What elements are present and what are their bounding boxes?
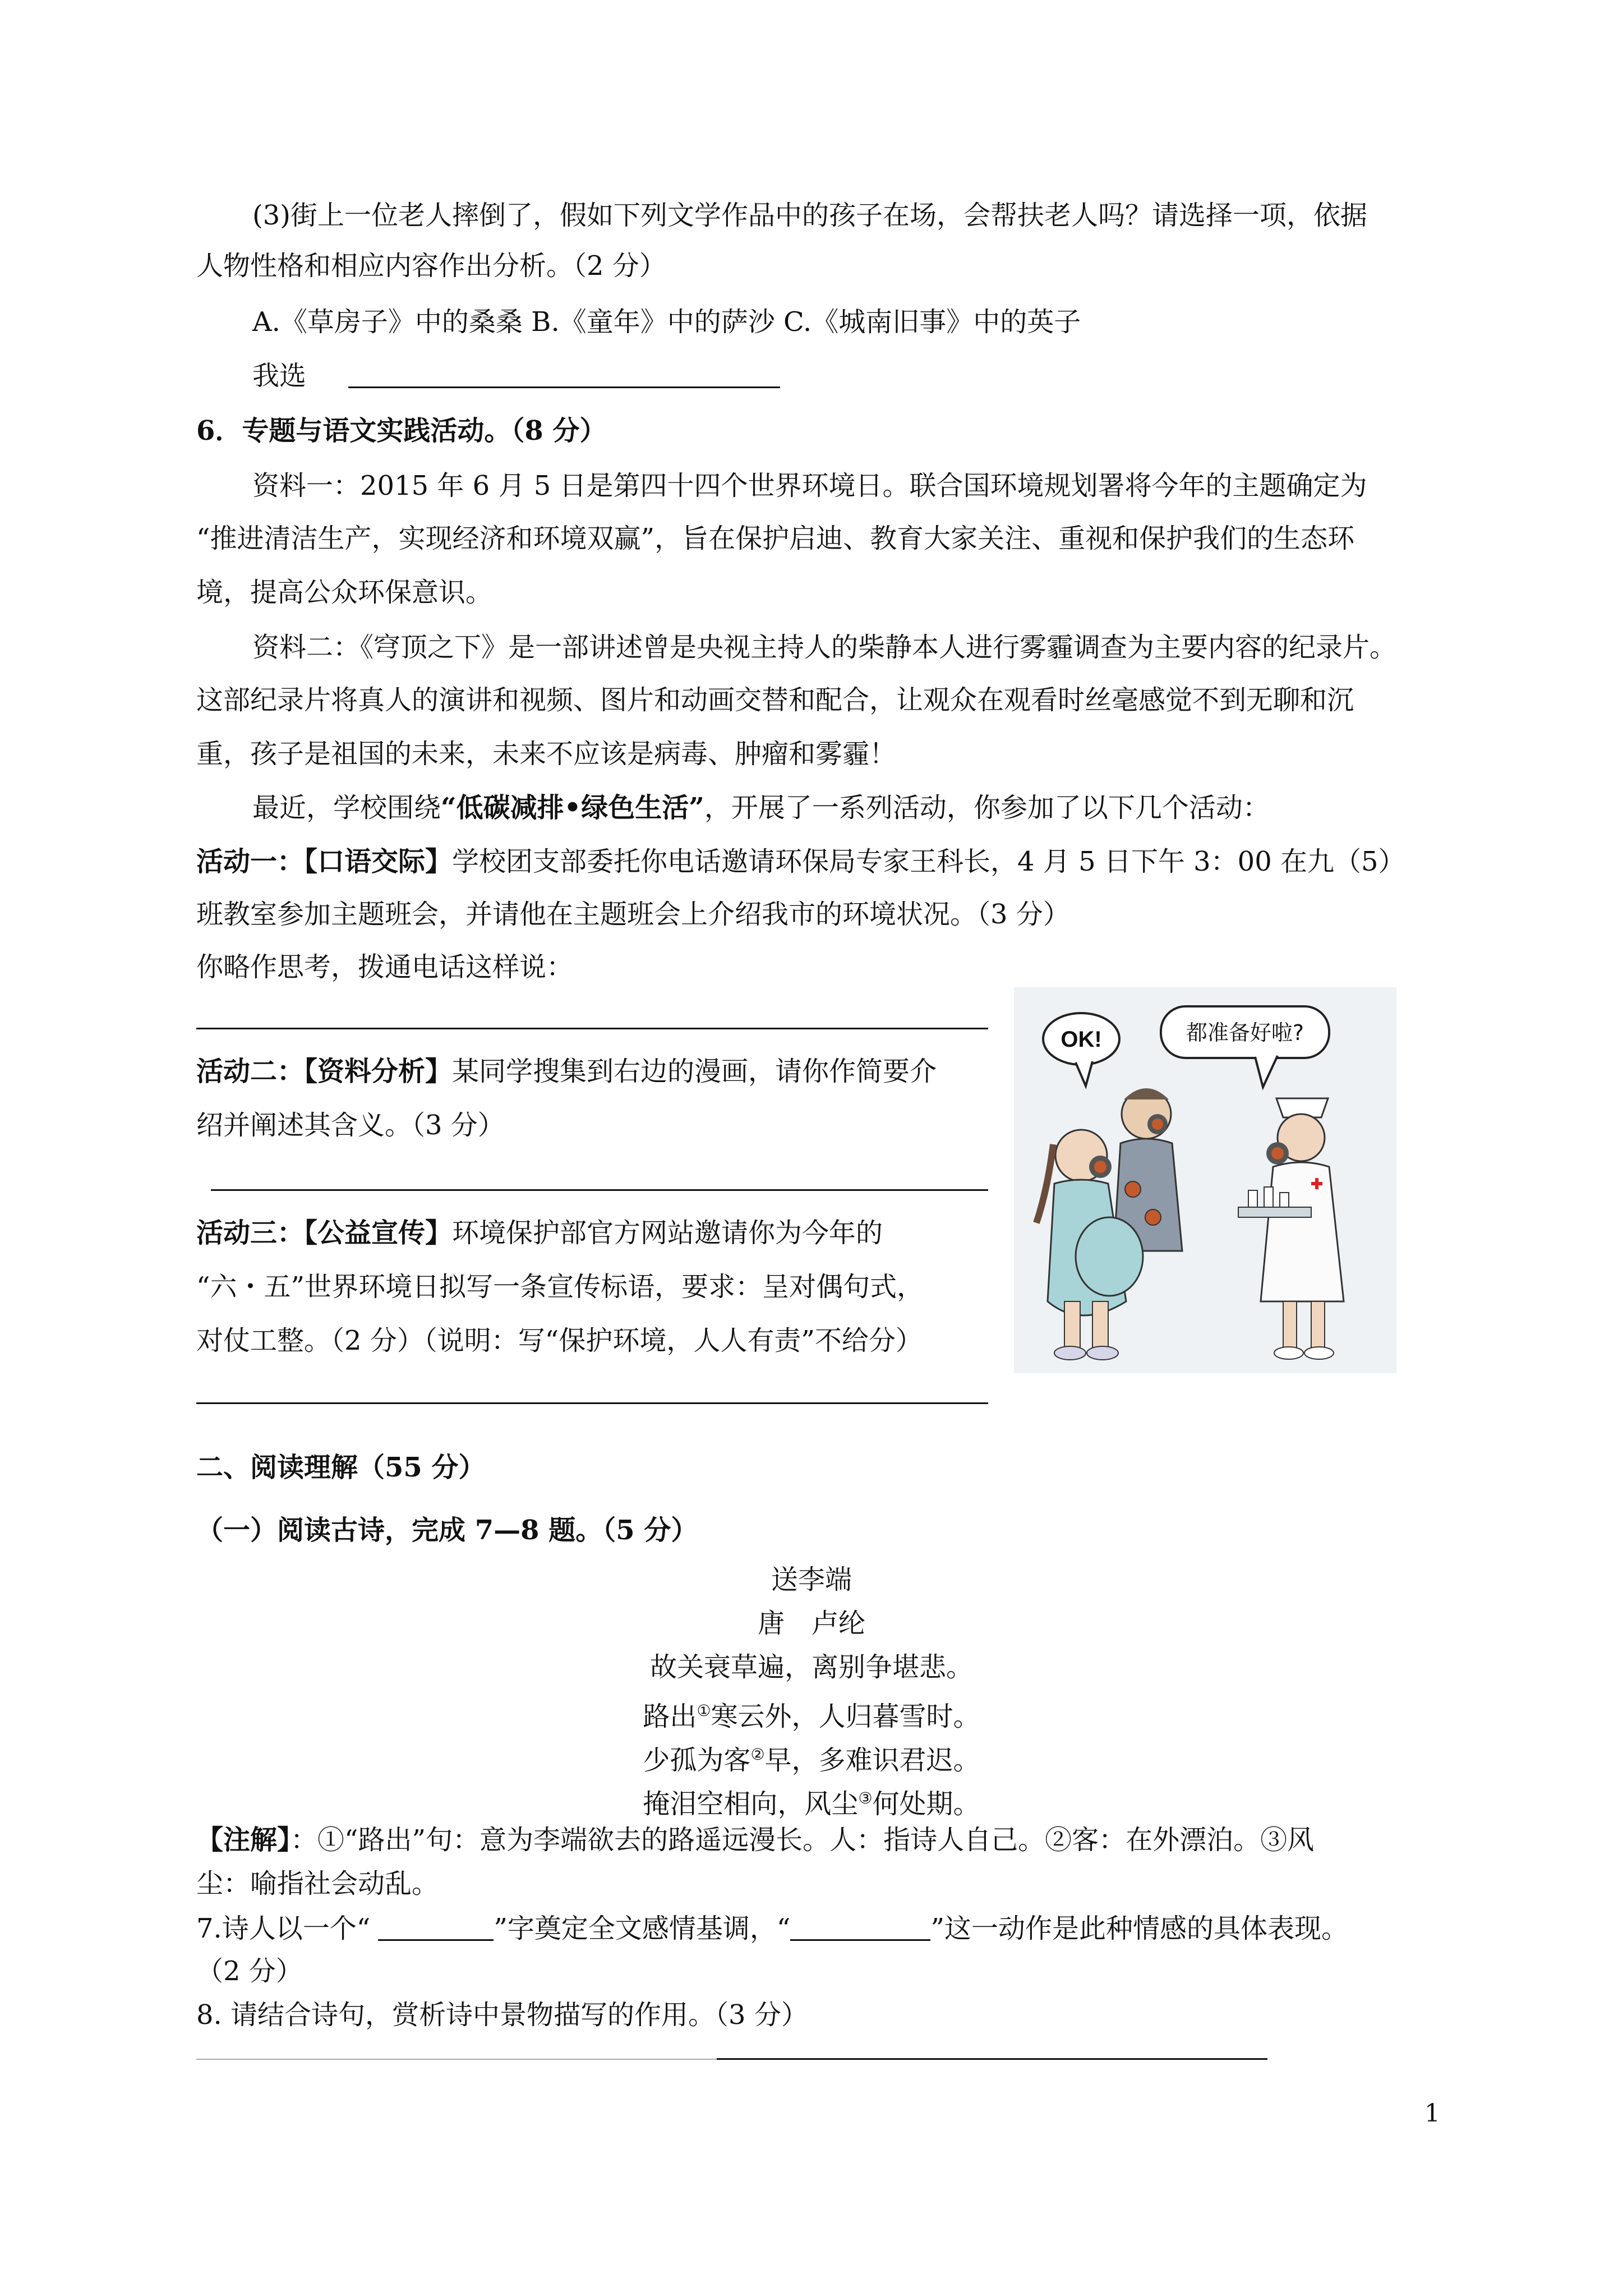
cartoon-illustration [1014, 987, 1396, 1373]
page-number: 1 [1424, 2099, 1440, 2128]
q7-part-c: ”这一动作是此种情感的具体表现。 [930, 1913, 1348, 1944]
material1-line2: “推进清洁生产，实现经济和环境双赢”，旨在保护启迪、教育大家关注、重视和保护我们的生态环 [196, 523, 1355, 554]
q5-3-options: A.《草房子》中的桑桑 B.《童年》中的萨沙 C.《城南旧事》中的英子 [252, 306, 1081, 338]
poem-line4-a: 掩泪空相向，风尘 [643, 1788, 859, 1820]
material1-line1: 资料一：2015 年 6 月 5 日是第四十四个世界环境日。联合国环境规划署将今年的主题确定为 [252, 470, 1367, 501]
q7-line [196, 1912, 1348, 1945]
note-mark-2: ② [750, 1745, 765, 1764]
poem-line1: 故关衰草遍，离别争堪悲。 [649, 1651, 973, 1683]
q8-answer-line-right[interactable] [717, 2058, 1267, 2060]
smog-cartoon [1014, 987, 1396, 1373]
q8-answer-line-left[interactable] [196, 2059, 717, 2060]
activity3-answer-line[interactable] [196, 1402, 988, 1404]
activity1-answer-line[interactable] [196, 1028, 988, 1029]
material2-line1: 资料二：《穹顶之下》是一部讲述曾是央视主持人的柴静本人进行雾霾调查为主要内容的纪录片。 [252, 632, 1397, 663]
notes-line1 [196, 1823, 1314, 1857]
activity3-text: 环境保护部官方网站邀请你为今年的 [452, 1217, 883, 1249]
activity1-line2: 班教室参加主题班会，并请他在主题班会上介绍我市的环境状况。（3 分） [196, 899, 1070, 930]
activity2-label: 活动二：【资料分析】 [196, 1056, 453, 1087]
notes-text: ：①“路出”句：意为李端欲去的路遥远漫长。人：指诗人自己。②客：在外漂泊。③风 [291, 1824, 1315, 1856]
intro-pre: 最近，学校围绕 [252, 792, 441, 823]
poem-line3-b: 早，多难识君迟。 [764, 1745, 980, 1776]
activity3-line1 [196, 1216, 883, 1250]
activity1-label: 活动一：【口语交际】 [196, 846, 453, 877]
activity2-line1 [196, 1055, 937, 1088]
activity1-line1 [196, 845, 1405, 878]
notes-line2: 尘：喻指社会动乱。 [196, 1868, 439, 1899]
intro-post: ，开展了一系列活动，你参加了以下几个活动： [704, 792, 1270, 823]
material2-line3: 重，孩子是祖国的未来，未来不应该是病毒、肿瘤和雾霾！ [196, 738, 897, 770]
section2-sub-heading: （一）阅读古诗，完成 7—8 题。（5 分） [196, 1515, 698, 1546]
activity-intro [252, 791, 1270, 825]
note-mark-1: ① [697, 1701, 711, 1720]
poem-line4-b: 何处期。 [872, 1788, 980, 1820]
choose-label: 我选 [252, 360, 307, 392]
section2-heading: 二、阅读理解（55 分） [196, 1452, 486, 1483]
q7-blank-2[interactable] [790, 1915, 930, 1941]
activity2-answer-line[interactable] [211, 1189, 988, 1191]
note-mark-3: ③ [858, 1789, 873, 1807]
q6-heading: 6．专题与语文实践活动。（8 分） [196, 415, 607, 447]
material2-line2: 这部纪录片将真人的演讲和视频、图片和动画交替和配合，让观众在观看时丝毫感觉不到无聊和沉 [196, 684, 1354, 716]
poem-line3-a: 少孤为客 [643, 1745, 751, 1776]
activity2-line2: 绍并阐述其含义。（3 分） [196, 1110, 505, 1141]
intro-theme: “低碳减排•绿色生活” [441, 792, 704, 823]
q8-prompt: 8. 请结合诗句，赏析诗中景物描写的作用。（3 分） [196, 1999, 808, 2031]
activity3-line2: “六・五”世界环境日拟写一条宣传标语，要求：呈对偶句式， [196, 1271, 924, 1303]
q5-3-prompt-line1: (3)街上一位老人摔倒了，假如下列文学作品中的孩子在场，会帮扶老人吗？请选择一项，依据 [252, 200, 1367, 231]
poem-line3 [0, 1738, 1623, 1777]
q7-part-a: 7.诗人以一个“ [196, 1913, 371, 1944]
poem-line4 [0, 1782, 1623, 1821]
bubble-ready-text: 都准备好啦? [1186, 1020, 1304, 1045]
poem-line2-b: 寒云外，人归暮雪时。 [711, 1701, 980, 1732]
poem-title: 送李端 [771, 1564, 852, 1595]
poem-line2-a: 路出 [643, 1701, 697, 1732]
activity3-label: 活动三：【公益宣传】 [196, 1217, 453, 1249]
q7-part-b: ”字奠定全文感情基调，“ [494, 1913, 791, 1944]
activity1-line3: 你略作思考，拨通电话这样说： [196, 951, 574, 983]
poem-author: 唐 卢纶 [757, 1608, 865, 1639]
activity1-text: 学校团支部委托你电话邀请环保局专家王科长，4 月 5 日下午 3：00 在九（5） [452, 846, 1405, 877]
choose-answer-blank[interactable] [348, 362, 780, 388]
q5-3-choose-line [252, 359, 780, 393]
poem-line2 [0, 1694, 1623, 1733]
q7-score: （2 分） [196, 1955, 303, 1987]
q5-3-prompt-line2: 人物性格和相应内容作出分析。（2 分） [196, 250, 666, 282]
bubble-ok-text: OK! [1061, 1027, 1102, 1052]
activity2-text: 某同学搜集到右边的漫画，请你作简要介 [452, 1056, 937, 1087]
activity3-line3: 对仗工整。（2 分）（说明：写“保护环境，人人有责”不给分） [196, 1325, 923, 1356]
q7-blank-1[interactable] [378, 1915, 494, 1941]
material1-line3: 境，提高公众环保意识。 [196, 577, 493, 608]
notes-label: 【注解】 [196, 1824, 291, 1856]
